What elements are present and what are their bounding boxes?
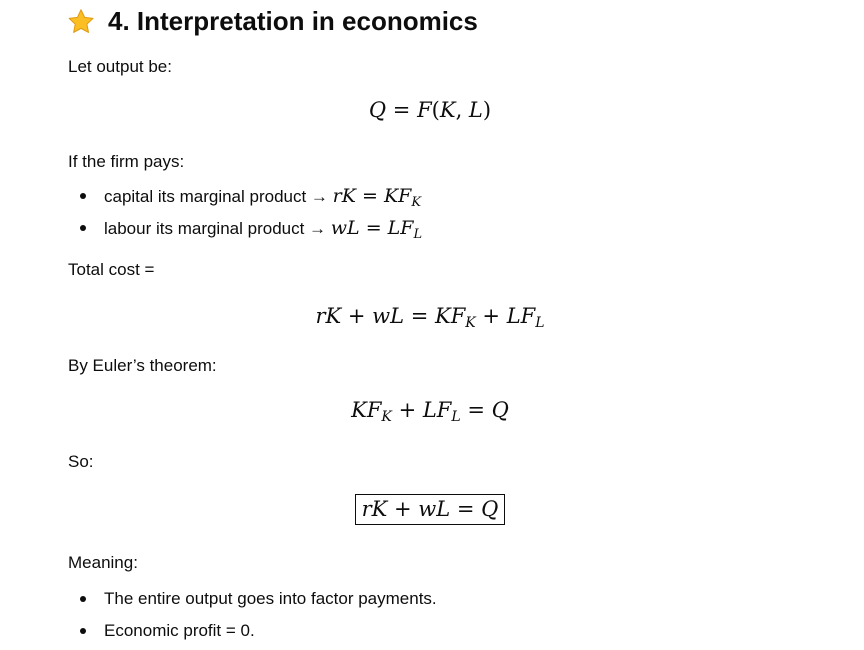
intro-text: Let output be: xyxy=(68,57,172,76)
list-item xyxy=(68,215,422,247)
pay-item-math: wL = $LF_L$ xyxy=(330,217,423,242)
list-item: Economic profit = 0. xyxy=(68,618,437,650)
list-item xyxy=(68,183,422,215)
pay-item-math: rK = $KF_K$ xyxy=(332,185,422,210)
meaning-list xyxy=(68,586,437,650)
star-icon xyxy=(66,7,96,37)
pay-item-text: labour its marginal product → xyxy=(104,219,331,238)
list-item: The entire output goes into factor payments. xyxy=(68,586,437,618)
section-heading xyxy=(68,6,478,37)
pay-item-text: capital its marginal product → xyxy=(104,187,333,206)
equation-cost: rK + wL = $KF_K + LF_L$ xyxy=(315,304,545,331)
total-cost-text: Total cost = xyxy=(68,260,155,279)
boxed-result: rK + wL = Q xyxy=(355,494,506,525)
heading-text: 4. Interpretation in economics xyxy=(108,6,478,36)
equation-result xyxy=(0,494,860,525)
euler-text: By Euler’s theorem: xyxy=(68,356,217,375)
meaning-text: Meaning: xyxy=(68,553,138,572)
equation-output: Q = F(K, L) xyxy=(368,98,492,122)
pay-list xyxy=(68,183,422,247)
so-text: So: xyxy=(68,452,94,471)
if-pays-text: If the firm pays: xyxy=(68,152,185,171)
equation-euler: $KF_K + LF_L = Q$ xyxy=(351,398,509,425)
